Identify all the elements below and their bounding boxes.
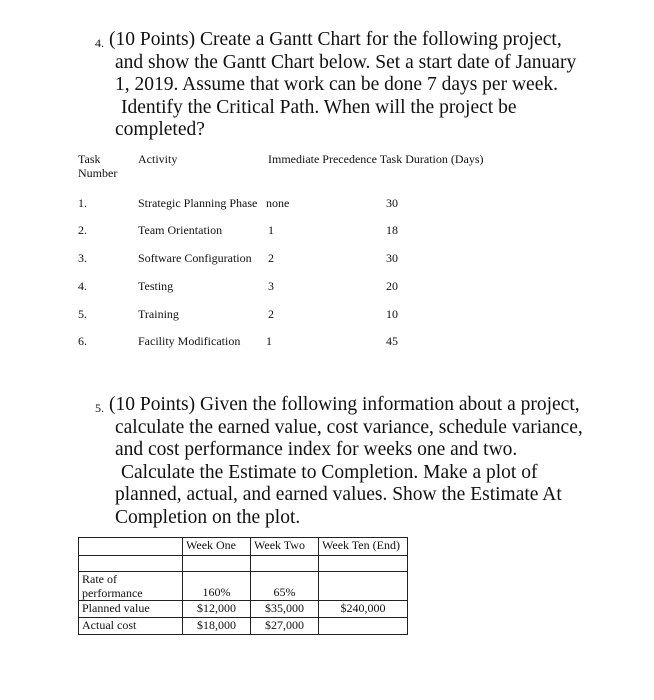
row-4-duration: 20 xyxy=(386,279,398,293)
question-4-line-4: Identify the Critical Path. When will the project be xyxy=(121,96,517,118)
table-header-row xyxy=(79,538,408,556)
spacer-row xyxy=(79,556,408,572)
row-2-num: 2. xyxy=(78,223,87,237)
actual-week-one: $18,000 xyxy=(183,618,251,635)
row-2-precedence: 1 xyxy=(268,223,274,237)
question-5-line-6: Completion on the plot. xyxy=(115,506,301,528)
question-5-line-5: planned, actual, and earned values. Show the Estimate At xyxy=(115,484,562,506)
question-4-line-3: 1, 2019. Assume that work can be done 7 days per week. xyxy=(115,74,558,96)
table-row xyxy=(79,572,408,601)
question-4 xyxy=(95,29,595,142)
question-5-number: 5. xyxy=(95,401,104,415)
row-2-duration: 18 xyxy=(386,223,398,237)
row-6-precedence: 1 xyxy=(266,334,272,348)
planned-week-ten: $240,000 xyxy=(319,601,408,618)
row-6-num: 6. xyxy=(78,334,87,348)
row-3-duration: 30 xyxy=(386,251,398,265)
header-task: Task xyxy=(78,152,101,166)
header-number: Number xyxy=(78,166,118,180)
row-3-activity: Software Configuration xyxy=(138,251,252,265)
row-3-precedence: 2 xyxy=(268,251,274,265)
planned-week-one: $12,000 xyxy=(183,601,251,618)
row-6-duration: 45 xyxy=(386,334,398,348)
row-6-activity: Facility Modification xyxy=(138,334,241,348)
row-label-planned: Planned value xyxy=(79,601,183,618)
question-5-line-2: calculate the earned value, cost variance, schedule variance, xyxy=(115,416,583,438)
question-5 xyxy=(95,394,595,530)
earned-value-table xyxy=(78,537,408,635)
rate-label-line-1: Rate of xyxy=(82,572,117,586)
row-label-actual: Actual cost xyxy=(79,618,183,635)
actual-week-two: $27,000 xyxy=(251,618,319,635)
spacer-cell xyxy=(79,556,183,572)
row-5-precedence: 2 xyxy=(268,307,274,321)
header-week-two: Week Two xyxy=(251,538,319,556)
header-week-ten: Week Ten (End) xyxy=(319,538,408,556)
question-4-line-1: (10 Points) Create a Gantt Chart for the following project, xyxy=(109,29,562,50)
row-5-duration: 10 xyxy=(386,307,398,321)
rate-week-one: 160% xyxy=(183,572,251,601)
header-blank xyxy=(79,538,183,556)
rate-label-line-2: performance xyxy=(82,586,143,600)
row-1-duration: 30 xyxy=(386,196,398,210)
question-4-line-2: and show the Gantt Chart below. Set a start date of January xyxy=(115,51,577,73)
spacer-cell xyxy=(183,556,251,572)
row-5-num: 5. xyxy=(78,307,87,321)
question-5-line-4: Calculate the Estimate to Completion. Make a plot of xyxy=(121,461,538,483)
row-1-activity: Strategic Planning Phase xyxy=(138,196,258,210)
header-precedence-duration: Immediate Precedence Task Duration (Days) xyxy=(268,152,484,166)
table-row xyxy=(79,618,408,635)
row-1-precedence: none xyxy=(266,196,290,210)
spacer-cell xyxy=(251,556,319,572)
actual-week-ten xyxy=(319,618,408,635)
row-label-rate xyxy=(79,572,183,601)
spacer-cell xyxy=(319,556,408,572)
row-1-num: 1. xyxy=(78,196,87,210)
row-3-num: 3. xyxy=(78,251,87,265)
row-4-num: 4. xyxy=(78,279,87,293)
rate-week-ten xyxy=(319,572,408,601)
row-4-precedence: 3 xyxy=(268,279,274,293)
question-4-line-5: completed? xyxy=(115,119,205,141)
question-5-line-3: and cost performance index for weeks one and two. xyxy=(115,439,518,461)
row-2-activity: Team Orientation xyxy=(138,223,223,237)
planned-week-two: $35,000 xyxy=(251,601,319,618)
header-activity: Activity xyxy=(138,152,178,166)
table-row xyxy=(79,601,408,618)
rate-week-two: 65% xyxy=(251,572,319,601)
question-5-line-1: (10 Points) Given the following information about a project, xyxy=(109,394,580,415)
header-week-one: Week One xyxy=(183,538,251,556)
row-5-activity: Training xyxy=(138,307,179,321)
question-4-number: 4. xyxy=(95,36,104,50)
row-4-activity: Testing xyxy=(138,279,174,293)
